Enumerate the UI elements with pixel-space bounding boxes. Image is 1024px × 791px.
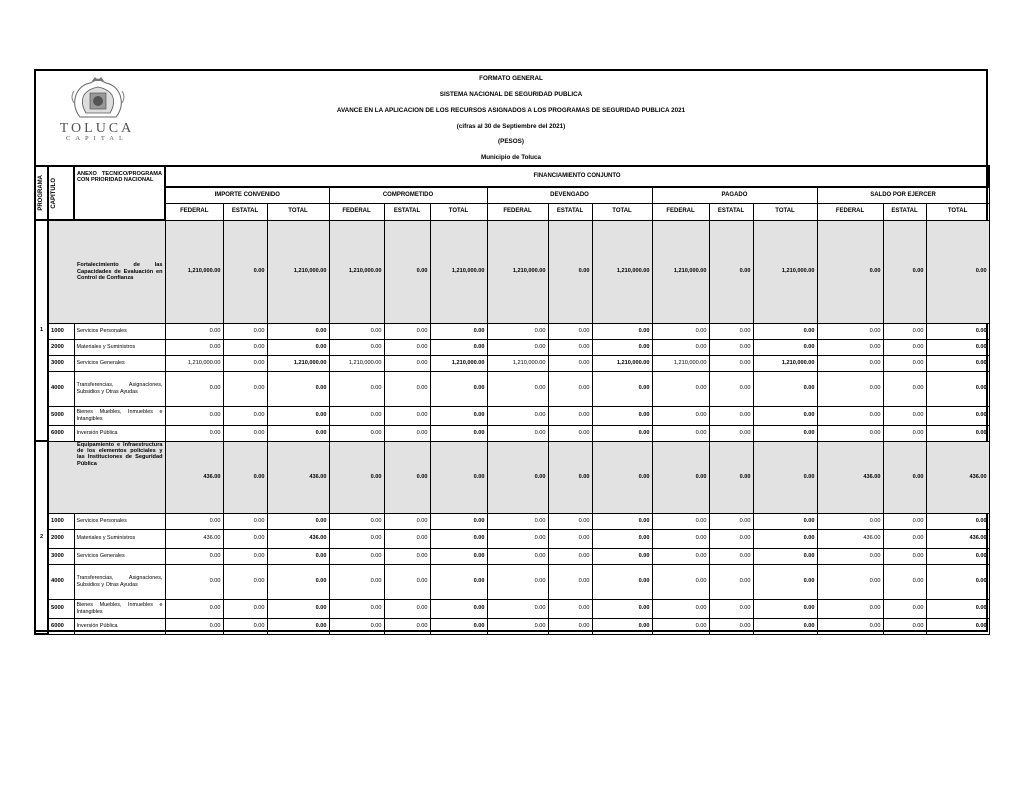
chapter-amount: 0.00 — [165, 425, 223, 441]
chapter-amount: 0.00 — [883, 529, 926, 548]
chapter-amount: 0.00 — [592, 618, 652, 634]
chapter-amount: 0.00 — [926, 548, 989, 564]
program-amount: 1,210,000.00 — [753, 220, 817, 323]
chapter-concept: Bienes Muebles, Inmuebles e Intangibles — [74, 406, 165, 425]
chapter-amount: 1,210,000.00 — [592, 355, 652, 371]
chapter-amount: 0.00 — [883, 339, 926, 355]
chapter-row — [35, 371, 989, 406]
chapter-amount: 0.00 — [267, 599, 329, 618]
chapter-amount: 0.00 — [487, 548, 548, 564]
chapter-amount: 0.00 — [709, 529, 753, 548]
program-amount: 0.00 — [223, 441, 267, 513]
program-amount: 0.00 — [384, 220, 430, 323]
chapter-concept: Servicios Personales — [74, 323, 165, 339]
chapter-amount: 0.00 — [709, 599, 753, 618]
chapter-amount: 0.00 — [548, 323, 592, 339]
logo-name: TOLUCA — [59, 121, 135, 136]
chapter-amount: 0.00 — [165, 618, 223, 634]
chapter-amount: 0.00 — [384, 529, 430, 548]
chapter-amount: 0.00 — [709, 564, 753, 599]
coat-of-arms-icon — [68, 77, 128, 121]
chapter-amount: 0.00 — [926, 339, 989, 355]
chapter-amount: 436.00 — [926, 529, 989, 548]
chapter-amount: 0.00 — [709, 548, 753, 564]
chapter-amount: 0.00 — [592, 323, 652, 339]
subheader-federal: FEDERAL — [652, 203, 709, 220]
logo-subtitle: CAPITAL — [66, 135, 128, 142]
chapter-amount: 0.00 — [430, 339, 487, 355]
report-header — [36, 71, 986, 167]
chapter-amount: 0.00 — [709, 339, 753, 355]
subheader-federal: FEDERAL — [487, 203, 548, 220]
chapter-amount: 0.00 — [430, 425, 487, 441]
chapter-amount: 0.00 — [883, 425, 926, 441]
chapter-amount: 0.00 — [267, 425, 329, 441]
chapter-amount: 0.00 — [487, 425, 548, 441]
chapter-row — [35, 529, 989, 548]
chapter-amount: 0.00 — [883, 355, 926, 371]
chapter-amount: 0.00 — [267, 548, 329, 564]
program-amount: 0.00 — [548, 220, 592, 323]
subheader-federal: FEDERAL — [817, 203, 883, 220]
chapter-amount: 0.00 — [165, 371, 223, 406]
chapter-amount: 0.00 — [926, 355, 989, 371]
chapter-amount: 0.00 — [926, 564, 989, 599]
program-amount: 0.00 — [817, 220, 883, 323]
chapter-amount: 0.00 — [487, 564, 548, 599]
chapter-amount: 0.00 — [329, 406, 384, 425]
chapter-amount: 0.00 — [548, 529, 592, 548]
chapter-amount: 0.00 — [487, 599, 548, 618]
chapter-amount: 0.00 — [652, 599, 709, 618]
chapter-code: 4000 — [48, 564, 74, 599]
chapter-amount: 0.00 — [384, 355, 430, 371]
chapter-amount: 0.00 — [926, 425, 989, 441]
subheader-total: TOTAL — [430, 203, 487, 220]
program-amount: 436.00 — [926, 441, 989, 513]
chapter-concept: Materiales y Suministros — [74, 339, 165, 355]
chapter-amount: 0.00 — [817, 339, 883, 355]
chapter-amount: 0.00 — [753, 406, 817, 425]
chapter-amount: 0.00 — [548, 339, 592, 355]
chapter-amount: 0.00 — [165, 564, 223, 599]
chapter-amount: 0.00 — [709, 355, 753, 371]
chapter-code: 1000 — [48, 513, 74, 529]
chapter-amount: 0.00 — [592, 599, 652, 618]
chapter-row — [35, 548, 989, 564]
chapter-code: 5000 — [48, 406, 74, 425]
chapter-amount: 0.00 — [817, 548, 883, 564]
chapter-amount: 0.00 — [384, 618, 430, 634]
chapter-amount: 0.00 — [592, 513, 652, 529]
chapter-amount: 0.00 — [329, 339, 384, 355]
chapter-amount: 0.00 — [592, 425, 652, 441]
chapter-amount: 0.00 — [165, 513, 223, 529]
chapter-code: 6000 — [48, 618, 74, 634]
chapter-amount: 436.00 — [817, 529, 883, 548]
chapter-amount: 0.00 — [329, 618, 384, 634]
chapter-amount: 0.00 — [817, 406, 883, 425]
chapter-amount: 0.00 — [753, 618, 817, 634]
program-amount: 436.00 — [267, 441, 329, 513]
chapter-code: 1000 — [48, 323, 74, 339]
program-title: Fortalecimiento de las Capacidades de Evaluación en Control de Confianza — [48, 220, 165, 323]
chapter-amount: 0.00 — [384, 513, 430, 529]
program-amount: 0.00 — [487, 441, 548, 513]
chapter-amount: 0.00 — [329, 323, 384, 339]
chapter-amount: 0.00 — [709, 513, 753, 529]
chapter-amount: 0.00 — [384, 406, 430, 425]
chapter-amount: 0.00 — [430, 548, 487, 564]
chapter-amount: 0.00 — [223, 323, 267, 339]
header-financiamiento: FINANCIAMIENTO CONJUNTO — [165, 166, 989, 187]
budget-table — [34, 165, 990, 635]
chapter-code: 4000 — [48, 371, 74, 406]
chapter-concept: Bienes Muebles, Inmuebles e Intangibles — [74, 599, 165, 618]
program-amount: 1,210,000.00 — [267, 220, 329, 323]
chapter-amount: 0.00 — [384, 548, 430, 564]
program-amount: 0.00 — [548, 441, 592, 513]
chapter-row — [35, 355, 989, 371]
header-line-2: SISTEMA NACIONAL DE SEGURIDAD PUBLICA — [439, 91, 583, 98]
report-frame — [34, 69, 988, 632]
chapter-amount: 0.00 — [817, 618, 883, 634]
chapter-amount: 0.00 — [487, 618, 548, 634]
program-number: 1 — [35, 220, 48, 441]
chapter-amount: 0.00 — [548, 599, 592, 618]
chapter-code: 2000 — [48, 339, 74, 355]
program-amount: 0.00 — [329, 441, 384, 513]
program-row — [35, 441, 989, 513]
chapter-amount: 0.00 — [817, 371, 883, 406]
chapter-row — [35, 618, 989, 634]
chapter-amount: 0.00 — [384, 599, 430, 618]
program-amount: 0.00 — [753, 441, 817, 513]
program-title: Equipamiento e Infraestructura de los elementos policiales y las Instituciones de Seguridad Pública — [48, 441, 165, 513]
header-line-4: (cifras al 30 de Septiembre del 2021) — [456, 123, 566, 130]
subheader-total: TOTAL — [592, 203, 652, 220]
chapter-amount: 0.00 — [753, 529, 817, 548]
chapter-amount: 436.00 — [165, 529, 223, 548]
chapter-amount: 0.00 — [548, 513, 592, 529]
chapter-amount: 0.00 — [487, 323, 548, 339]
chapter-amount: 0.00 — [430, 513, 487, 529]
chapter-amount: 0.00 — [883, 618, 926, 634]
chapter-concept: Inversión Pública — [74, 425, 165, 441]
chapter-amount: 0.00 — [592, 548, 652, 564]
header-anexo: ANEXO TECNICO/PROGRAMA CON PRIORIDAD NACIONAL — [74, 166, 165, 220]
group-devengado: DEVENGADO — [487, 187, 652, 203]
chapter-amount: 0.00 — [592, 564, 652, 599]
chapter-amount: 0.00 — [165, 339, 223, 355]
program-amount: 0.00 — [709, 220, 753, 323]
chapter-concept: Servicios Generales — [74, 355, 165, 371]
chapter-amount: 0.00 — [926, 371, 989, 406]
chapter-amount: 0.00 — [817, 513, 883, 529]
chapter-amount: 0.00 — [487, 371, 548, 406]
chapter-amount: 1,210,000.00 — [652, 355, 709, 371]
chapter-amount: 0.00 — [223, 618, 267, 634]
chapter-row — [35, 339, 989, 355]
chapter-amount: 0.00 — [753, 323, 817, 339]
chapter-amount: 0.00 — [753, 513, 817, 529]
chapter-code: 2000 — [48, 529, 74, 548]
chapter-amount: 0.00 — [883, 513, 926, 529]
program-amount: 436.00 — [165, 441, 223, 513]
subheader-federal: FEDERAL — [329, 203, 384, 220]
program-amount: 1,210,000.00 — [329, 220, 384, 323]
chapter-amount: 0.00 — [487, 406, 548, 425]
chapter-amount: 0.00 — [926, 323, 989, 339]
chapter-amount: 0.00 — [223, 513, 267, 529]
program-amount: 1,210,000.00 — [165, 220, 223, 323]
chapter-amount: 0.00 — [223, 355, 267, 371]
header-capitulo: CAPITULO — [48, 166, 74, 220]
program-amount: 0.00 — [926, 220, 989, 323]
chapter-amount: 0.00 — [652, 425, 709, 441]
chapter-code: 3000 — [48, 548, 74, 564]
program-amount: 1,210,000.00 — [592, 220, 652, 323]
chapter-amount: 0.00 — [592, 371, 652, 406]
chapter-amount: 0.00 — [329, 371, 384, 406]
chapter-amount: 0.00 — [883, 371, 926, 406]
chapter-amount: 0.00 — [165, 323, 223, 339]
chapter-amount: 0.00 — [652, 406, 709, 425]
chapter-amount: 0.00 — [430, 564, 487, 599]
chapter-amount: 1,210,000.00 — [487, 355, 548, 371]
chapter-amount: 0.00 — [384, 564, 430, 599]
program-amount: 1,210,000.00 — [652, 220, 709, 323]
subheader-total: TOTAL — [267, 203, 329, 220]
chapter-amount: 0.00 — [652, 371, 709, 406]
chapter-amount: 0.00 — [926, 599, 989, 618]
group-importe-convenido: IMPORTE CONVENIDO — [165, 187, 329, 203]
chapter-amount: 0.00 — [430, 618, 487, 634]
chapter-amount: 0.00 — [652, 548, 709, 564]
group-saldo-por-ejercer: SALDO POR EJERCER — [817, 187, 989, 203]
chapter-amount: 436.00 — [267, 529, 329, 548]
program-row — [35, 220, 989, 323]
chapter-amount: 0.00 — [430, 371, 487, 406]
chapter-amount: 1,210,000.00 — [753, 355, 817, 371]
program-amount: 0.00 — [883, 441, 926, 513]
program-amount: 0.00 — [223, 220, 267, 323]
chapter-amount: 0.00 — [165, 548, 223, 564]
program-number: 2 — [35, 441, 48, 634]
chapter-amount: 0.00 — [487, 529, 548, 548]
chapter-amount: 0.00 — [652, 618, 709, 634]
chapter-amount: 0.00 — [384, 339, 430, 355]
chapter-amount: 0.00 — [223, 548, 267, 564]
chapter-amount: 0.00 — [753, 599, 817, 618]
program-amount: 0.00 — [652, 441, 709, 513]
chapter-amount: 0.00 — [267, 339, 329, 355]
chapter-row — [35, 323, 989, 339]
chapter-amount: 0.00 — [487, 339, 548, 355]
chapter-amount: 0.00 — [329, 564, 384, 599]
chapter-amount: 0.00 — [223, 425, 267, 441]
group-pagado: PAGADO — [652, 187, 817, 203]
chapter-amount: 1,210,000.00 — [329, 355, 384, 371]
chapter-amount: 0.00 — [329, 529, 384, 548]
chapter-amount: 0.00 — [652, 564, 709, 599]
chapter-amount: 0.00 — [267, 618, 329, 634]
program-amount: 0.00 — [709, 441, 753, 513]
chapter-amount: 0.00 — [753, 548, 817, 564]
chapter-amount: 0.00 — [883, 599, 926, 618]
chapter-row — [35, 406, 989, 425]
chapter-amount: 0.00 — [548, 425, 592, 441]
chapter-amount: 1,210,000.00 — [267, 355, 329, 371]
chapter-amount: 0.00 — [883, 564, 926, 599]
chapter-amount: 0.00 — [165, 406, 223, 425]
chapter-amount: 0.00 — [709, 371, 753, 406]
chapter-amount: 0.00 — [592, 406, 652, 425]
chapter-concept: Servicios Personales — [74, 513, 165, 529]
chapter-row — [35, 513, 989, 529]
chapter-amount: 0.00 — [267, 406, 329, 425]
chapter-amount: 0.00 — [430, 406, 487, 425]
chapter-amount: 0.00 — [883, 548, 926, 564]
chapter-amount: 0.00 — [223, 599, 267, 618]
program-amount: 1,210,000.00 — [430, 220, 487, 323]
chapter-amount: 0.00 — [709, 425, 753, 441]
chapter-amount: 0.00 — [926, 406, 989, 425]
subheader-estatal: ESTATAL — [883, 203, 926, 220]
chapter-amount: 0.00 — [548, 618, 592, 634]
chapter-amount: 0.00 — [652, 529, 709, 548]
chapter-amount: 0.00 — [384, 371, 430, 406]
chapter-code: 5000 — [48, 599, 74, 618]
chapter-amount: 0.00 — [384, 425, 430, 441]
chapter-amount: 0.00 — [817, 599, 883, 618]
program-amount: 0.00 — [384, 441, 430, 513]
chapter-amount: 0.00 — [709, 618, 753, 634]
chapter-amount: 0.00 — [709, 406, 753, 425]
chapter-amount: 0.00 — [817, 355, 883, 371]
subheader-total: TOTAL — [926, 203, 989, 220]
chapter-amount: 0.00 — [883, 406, 926, 425]
chapter-concept: Transferencias, Asignaciones, Subsidios y Otras Ayudas — [74, 564, 165, 599]
chapter-amount: 0.00 — [223, 371, 267, 406]
program-amount: 0.00 — [592, 441, 652, 513]
chapter-amount: 0.00 — [223, 564, 267, 599]
chapter-amount: 0.00 — [223, 529, 267, 548]
chapter-amount: 0.00 — [548, 548, 592, 564]
chapter-amount: 1,210,000.00 — [430, 355, 487, 371]
subheader-federal: FEDERAL — [165, 203, 223, 220]
chapter-amount: 0.00 — [329, 599, 384, 618]
chapter-amount: 0.00 — [548, 406, 592, 425]
chapter-amount: 0.00 — [817, 425, 883, 441]
chapter-row — [35, 425, 989, 441]
chapter-amount: 0.00 — [926, 513, 989, 529]
chapter-amount: 0.00 — [753, 371, 817, 406]
chapter-amount: 0.00 — [267, 513, 329, 529]
subheader-estatal: ESTATAL — [548, 203, 592, 220]
program-amount: 0.00 — [430, 441, 487, 513]
chapter-code: 3000 — [48, 355, 74, 371]
chapter-amount: 1,210,000.00 — [165, 355, 223, 371]
chapter-amount: 0.00 — [548, 564, 592, 599]
subheader-total: TOTAL — [753, 203, 817, 220]
chapter-amount: 0.00 — [753, 564, 817, 599]
chapter-amount: 0.00 — [329, 513, 384, 529]
chapter-amount: 0.00 — [223, 339, 267, 355]
chapter-amount: 0.00 — [384, 323, 430, 339]
chapter-amount: 0.00 — [883, 323, 926, 339]
chapter-code: 6000 — [48, 425, 74, 441]
chapter-concept: Transferencias, Asignaciones, Subsidios y Otras Ayudas — [74, 371, 165, 406]
chapter-amount: 0.00 — [926, 618, 989, 634]
chapter-amount: 0.00 — [329, 425, 384, 441]
chapter-amount: 0.00 — [267, 564, 329, 599]
chapter-amount: 0.00 — [487, 513, 548, 529]
chapter-amount: 0.00 — [652, 323, 709, 339]
header-line-5: (PESOS) — [498, 138, 524, 145]
chapter-amount: 0.00 — [817, 323, 883, 339]
subheader-estatal: ESTATAL — [223, 203, 267, 220]
header-programa: PROGRAMA — [35, 166, 48, 220]
chapter-amount: 0.00 — [709, 323, 753, 339]
program-amount: 1,210,000.00 — [487, 220, 548, 323]
chapter-concept: Servicios Generales — [74, 548, 165, 564]
header-line-1: FORMATO GENERAL — [479, 75, 543, 82]
chapter-amount: 0.00 — [548, 355, 592, 371]
chapter-amount: 0.00 — [223, 406, 267, 425]
chapter-amount: 0.00 — [652, 339, 709, 355]
subheader-estatal: ESTATAL — [709, 203, 753, 220]
chapter-amount: 0.00 — [753, 425, 817, 441]
chapter-amount: 0.00 — [817, 564, 883, 599]
chapter-amount: 0.00 — [267, 323, 329, 339]
program-amount: 436.00 — [817, 441, 883, 513]
chapter-amount: 0.00 — [592, 529, 652, 548]
chapter-row — [35, 564, 989, 599]
chapter-amount: 0.00 — [592, 339, 652, 355]
chapter-concept: Materiales y Suministros — [74, 529, 165, 548]
subheader-estatal: ESTATAL — [384, 203, 430, 220]
chapter-row — [35, 599, 989, 618]
group-comprometido: COMPROMETIDO — [329, 187, 487, 203]
chapter-amount: 0.00 — [548, 371, 592, 406]
chapter-concept: Inversión Pública — [74, 618, 165, 634]
chapter-amount: 0.00 — [165, 599, 223, 618]
chapter-amount: 0.00 — [329, 548, 384, 564]
chapter-amount: 0.00 — [753, 339, 817, 355]
chapter-amount: 0.00 — [430, 599, 487, 618]
chapter-amount: 0.00 — [267, 371, 329, 406]
header-line-6: Municipio de Toluca — [480, 154, 542, 161]
chapter-amount: 0.00 — [430, 323, 487, 339]
program-amount: 0.00 — [883, 220, 926, 323]
chapter-amount: 0.00 — [430, 529, 487, 548]
chapter-amount: 0.00 — [652, 513, 709, 529]
header-line-3: AVANCE EN LA APLICACION DE LOS RECURSOS ASIGNADOS A LOS PROGRAMAS DE SEGURIDAD PUBLICA 2021 — [336, 107, 686, 114]
